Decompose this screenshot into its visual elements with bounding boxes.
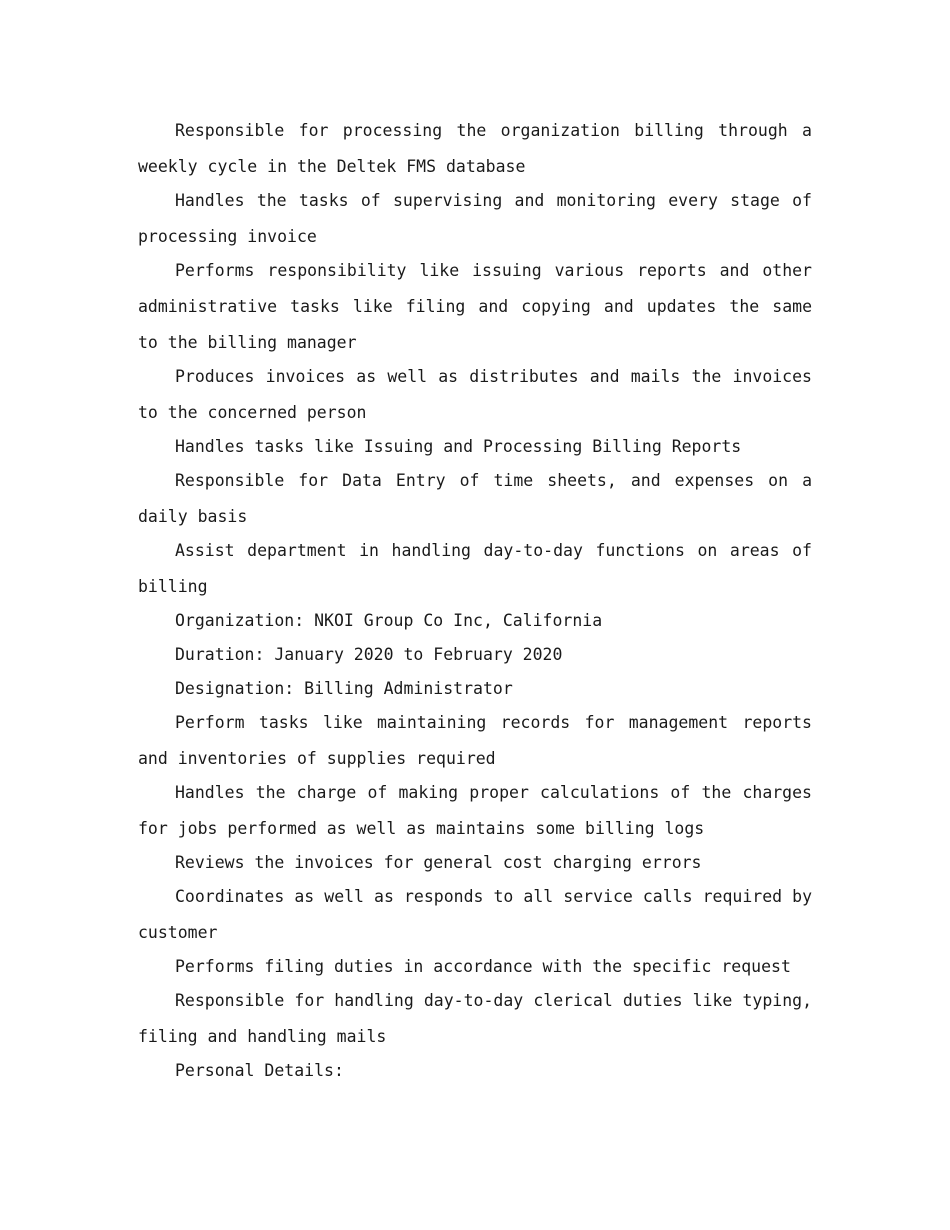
paragraph-invoices: Produces invoices as well as distributes and mails the invoices to the concerned person [138, 367, 812, 422]
paragraph-calculations: Handles the charge of making proper calculations of the charges for jobs performed as well as maintains some billing logs [138, 783, 812, 838]
paragraph-data-entry: Responsible for Data Entry of time sheets, and expenses on a daily basis [138, 471, 812, 526]
heading-personal-details: Personal Details: [175, 1061, 344, 1080]
paragraph-review-invoices: Reviews the invoices for general cost charging errors [175, 853, 702, 872]
paragraph-assist: Assist department in handling day-to-day functions on areas of billing [138, 541, 812, 596]
paragraph-duration: Duration: January 2020 to February 2020 [175, 645, 563, 664]
document-body [138, 113, 812, 1087]
paragraph-billing-cycle: Responsible for processing the organization billing through a weekly cycle in the Deltek FMS database [138, 121, 812, 176]
paragraph-clerical: Responsible for handling day-to-day clerical duties like typing, filing and handling mails [138, 991, 812, 1046]
paragraph-supervising: Handles the tasks of supervising and monitoring every stage of processing invoice [138, 191, 812, 246]
paragraph-service-calls: Coordinates as well as responds to all service calls required by customer [138, 887, 812, 942]
paragraph-filing-duties: Performs filing duties in accordance with the specific request [175, 957, 791, 976]
paragraph-reports: Performs responsibility like issuing various reports and other administrative tasks like filing and copying and updates the same to the billing manager [138, 261, 812, 352]
paragraph-organization: Organization: NKOI Group Co Inc, California [175, 611, 603, 630]
paragraph-billing-reports: Handles tasks like Issuing and Processing Billing Reports [175, 437, 742, 456]
paragraph-records: Perform tasks like maintaining records for management reports and inventories of supplies required [138, 713, 812, 768]
paragraph-designation: Designation: Billing Administrator [175, 679, 513, 698]
